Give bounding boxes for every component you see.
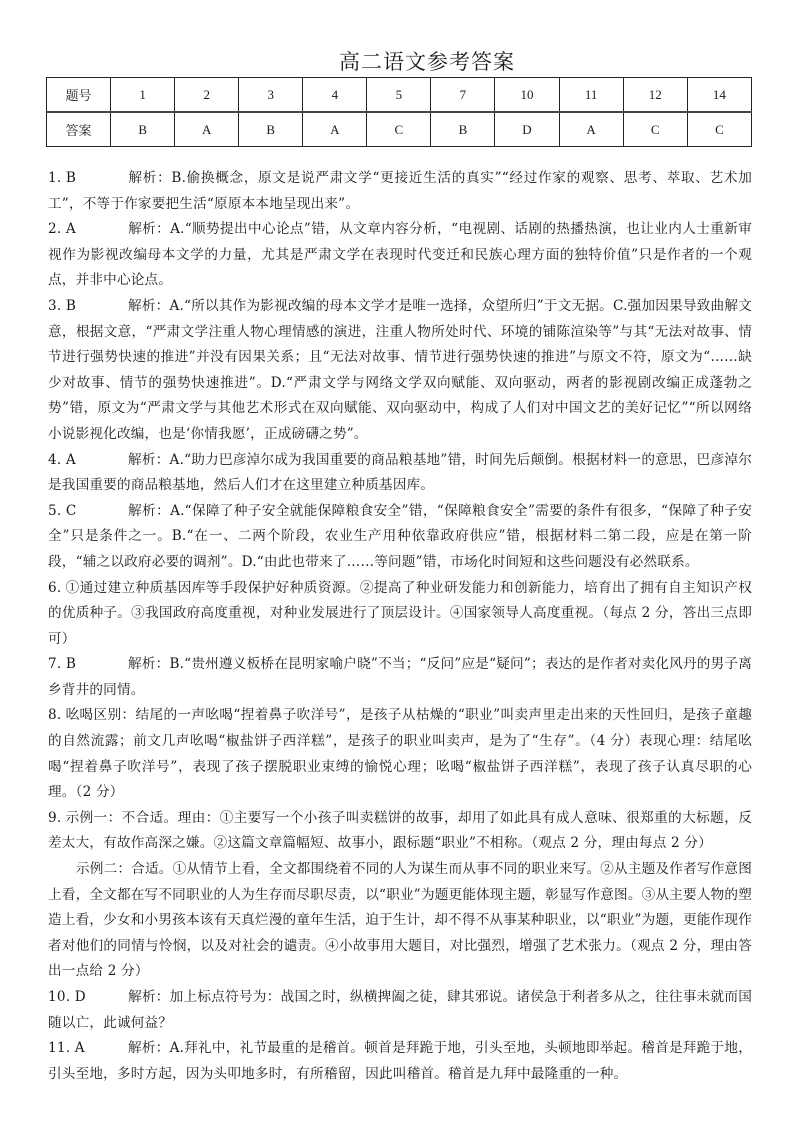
item-text: 解析：A.“助力巴彦淖尔成为我国重要的商品粮基地”错，时间先后颠倒。根据材料一的意思，巴彦淖尔是我国重要的商品粮基地，然后人们才在这里建立种质基因库。 bbox=[48, 451, 752, 494]
row-header: 题号 bbox=[47, 78, 111, 113]
answer-cell: D bbox=[495, 112, 559, 147]
answer-cell: A bbox=[303, 112, 367, 147]
item-text: 示例二：合适。①从情节上看，全文都围绕着不同的人为谋生而从事不同的职业来写。②从主题及作者写作意图上看，全文都在写不同职业的人为生存而尽职尽责，以“职业”为题更能体现主题，彰显写作意图。③从主要人物的塑造上看，少女和小男孩本该有天真烂漫的童年生活，迫于生计，却不得不从事某种职业，以“职业”为题，更能作现作者对他们的同情与怜悯，以及对社会的谴责。④小故事用大题目，对比强烈，增强了艺术张力。（观点 2 分，理由答出一点给 2 分） bbox=[48, 861, 752, 980]
explanation-item bbox=[48, 294, 752, 448]
question-number: 3 bbox=[239, 78, 303, 113]
item-number: 8. bbox=[48, 707, 62, 724]
question-number: 10 bbox=[495, 78, 559, 113]
answer-cell: B bbox=[111, 112, 175, 147]
item-number: 3. B bbox=[48, 297, 77, 314]
explanation-item bbox=[48, 217, 752, 294]
item-number: 6. bbox=[48, 579, 62, 596]
question-number: 11 bbox=[559, 78, 623, 113]
explanation-item bbox=[48, 166, 752, 217]
item-text: 解析：A.拜礼中，礼节最重的是稽首。顿首是拜跪于地，引头至地，头顿地即举起。稽首是拜跪于地，引头至地，多时方起，因为头叩地多时，有所稽留，因此叫稽首。稽首是九拜中最隆重的一种。 bbox=[48, 1040, 752, 1082]
item-number: 1. B bbox=[48, 170, 77, 186]
item-text: 解析：A.“所以其作为影视改编的母本文学才是唯一选择，众望所归”于文无据。C.强加因果导致曲解文意，根据文意，“严肃文学注重人物心理情感的演进，注重人物所处时代、环境的铺陈渲染等”与其“无法对故事、情节进行强势快速的推进”并没有因果关系；且“无法对故事、情节进行强势快速的推进”与原文不符，原文为“……缺少对故事、情节的强势快速推进”。D.“严肃文学与网络文学双向赋能、双向驱动，两者的影视剧改编正成蓬勃之势”错，原文为“严肃文学与其他艺术形式在双向赋能、双向驱动中，构成了人们对中国文艺的美好记忆”“所以网络小说影视化改编，也是‘你情我愿’，正成磅礴之势”。 bbox=[48, 297, 752, 442]
question-number: 5 bbox=[367, 78, 431, 113]
item-number: 7. B bbox=[48, 656, 77, 673]
explanation-item bbox=[48, 652, 752, 703]
question-number: 14 bbox=[687, 78, 751, 113]
explanation-item bbox=[48, 806, 752, 857]
item-number: 11. A bbox=[48, 1040, 85, 1057]
item-number: 4. A bbox=[48, 451, 76, 468]
item-text: ①通过建立种质基因库等手段保护好种质资源。②提高了种业研发能力和创新能力，培育出了拥有自主知识产权的优质种子。③我国政府高度重视，对种业发展进行了顶层设计。④国家领导人高度重视。（每点 2 分，答出三点即可） bbox=[48, 579, 752, 647]
answer-row bbox=[47, 112, 752, 147]
item-text: 吆喝区别：结尾的一声吆喝“捏着鼻子吹洋号”，是孩子从枯燥的“职业”叫卖声里走出来的天性回归，是孩子童趣的自然流露；前文几声吆喝“椒盐饼子西洋糕”，是孩子的职业叫卖声，是为了“生存”。（4 分）表现心理：结尾吆喝“捏着鼻子吹洋号”，表现了孩子摆脱职业束缚的愉悦心理；吆喝“椒盐饼子西洋糕”，表现了孩子认真尽职的心理。（2 分） bbox=[48, 707, 752, 801]
answer-explanations bbox=[48, 166, 752, 1087]
item-number: 2. A bbox=[48, 221, 76, 238]
page-title: 高二语文参考答案 bbox=[339, 50, 515, 74]
question-number: 2 bbox=[175, 78, 239, 113]
question-number-row bbox=[47, 78, 752, 113]
explanation-item bbox=[48, 1036, 752, 1087]
explanation-item bbox=[48, 448, 752, 499]
answer-table bbox=[46, 77, 752, 147]
item-text: 解析：A.“保障了种子安全就能保障粮食安全”错，“保障粮食安全”需要的条件有很多，“保障了种子安全”只是条件之一。B.“在一、二两个阶段，农业生产用种依靠政府供应”错，根据材料二第二段，应是在第一阶段，“辅之以政府必要的调剂”。D.“由此也带来了……等问题”错，市场化时间短和这些问题没有必然联系。 bbox=[48, 502, 752, 570]
explanation-item bbox=[48, 857, 752, 985]
explanation-item bbox=[48, 703, 752, 805]
answer-cell: C bbox=[623, 112, 687, 147]
item-number: 9. bbox=[48, 809, 62, 826]
item-text: 解析：B.偷换概念，原文是说严肃文学“更接近生活的真实”“经过作家的观察、思考、萃取、艺术加工”，不等于作家要把生活“原原本本地呈现出来”。 bbox=[48, 170, 752, 212]
answer-cell: B bbox=[431, 112, 495, 147]
item-text: 解析：加上标点符号为：战国之时，纵横捭阖之徒，肆其邪说。诸侯急于利者多从之，往往事未就而国随以亡，此诚何益？ bbox=[48, 989, 752, 1031]
answer-cell: C bbox=[687, 112, 751, 147]
item-number: 5. C bbox=[48, 502, 77, 519]
answer-cell: A bbox=[175, 112, 239, 147]
row-header: 答案 bbox=[47, 112, 111, 147]
question-number: 7 bbox=[431, 78, 495, 113]
answer-cell: A bbox=[559, 112, 623, 147]
item-text: 解析：B.“贵州遵义板桥在昆明家喻户晓”不当；“反问”应是“疑问”；表达的是作者对卖化风丹的男子离乡背井的同情。 bbox=[48, 656, 752, 698]
question-number: 1 bbox=[111, 78, 175, 113]
item-number: 10. D bbox=[48, 989, 86, 1005]
question-number: 12 bbox=[623, 78, 687, 113]
explanation-item bbox=[48, 499, 752, 576]
item-text: 解析：A.“顺势提出中心论点”错，从文章内容分析，“电视剧、话剧的热播热演，也让业内人士重新审视作为影视改编母本文学的力量，尤其是严肃文学在表现时代变迁和民族心理方面的独特价值”只是作者的一个观点，并非中心论点。 bbox=[48, 221, 752, 289]
answer-cell: B bbox=[239, 112, 303, 147]
item-text: 示例一：不合适。理由：①主要写一个小孩子叫卖糕饼的故事，却用了如此具有成人意味、很郑重的大标题，反差太大，有故作高深之嫌。②这篇文章篇幅短、故事小，跟标题“职业”不相称。（观点 2 分，理由每点 2 分） bbox=[48, 809, 752, 852]
answer-cell: C bbox=[367, 112, 431, 147]
question-number: 4 bbox=[303, 78, 367, 113]
explanation-item bbox=[48, 985, 752, 1036]
explanation-item bbox=[48, 576, 752, 653]
